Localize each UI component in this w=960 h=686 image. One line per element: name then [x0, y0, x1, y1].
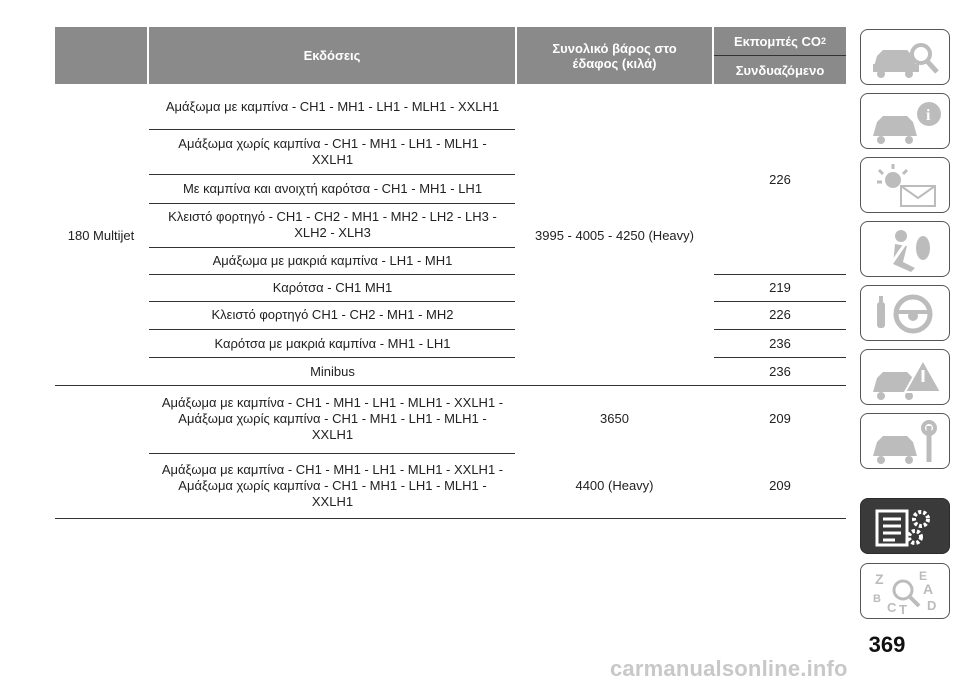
svg-text:E: E [919, 569, 928, 583]
table-row-co2: 209 [769, 411, 791, 426]
car-wrench-icon [867, 418, 945, 466]
alphabetical-index-icon [867, 568, 945, 616]
tab-warning-lights[interactable] [860, 157, 950, 213]
airbag-seat-icon [867, 226, 945, 274]
table-row-co2: 236 [769, 363, 791, 379]
table-row-version: Με καμπίνα και ανοιχτή καρότσα - CH1 - MH1 - LH1 [182, 180, 483, 196]
header-weight-line1: Συνολικό βάρος στο [552, 40, 677, 56]
table-row-version: Κλειστό φορτηγό - CH1 - CH2 - MH1 - MH2 - LH2 - LH3 - XLH2 - XLH3 [168, 209, 497, 240]
merged-co2-value: 226 [769, 172, 791, 187]
header-emissions-label: Εκπομπές CO [733, 33, 822, 49]
table-row-version: Minibus [310, 363, 355, 379]
header-emissions-subscript: 2 [821, 35, 827, 46]
svg-text:B: B [873, 593, 881, 605]
svg-text:T: T [899, 602, 907, 616]
specs-gear-icon [867, 503, 945, 551]
table-row-version: Αμάξωμα με καμπίνα - CH1 - MH1 - LH1 - MLH1 - XXLH1 - Αμάξωμα χωρίς καμπίνα - CH1 - MH1 - LH1 - MLH1 - XXLH1 [161, 395, 504, 442]
table-row-version: Καρότσα - CH1 MH1 [272, 280, 393, 295]
table-row-co2: 219 [769, 280, 791, 295]
tab-specs[interactable] [860, 498, 950, 554]
header-versions-label: Εκδόσεις [303, 48, 361, 63]
header-versions [149, 27, 515, 84]
table-row-version: Αμάξωμα χωρίς καμπίνα - CH1 - MH1 - LH1 - MLH1 - XXLH1 [178, 135, 487, 167]
tab-car-search[interactable] [860, 29, 950, 85]
svg-text:i: i [926, 107, 931, 124]
car-search-icon [867, 34, 945, 82]
table-row-weight: 3650 [600, 411, 629, 426]
row-divider [149, 453, 515, 454]
header-weight [517, 27, 712, 84]
table-row-version: Αμάξωμα με καμπίνα - CH1 - MH1 - LH1 - MLH1 - XXLH1 - Αμάξωμα χωρίς καμπίνα - CH1 - MH1 - LH1 - MLH1 - XXLH1 [161, 462, 504, 509]
header-emissions-combined: Συνδυαζόμενο [735, 62, 825, 78]
tab-airbag-seat[interactable] [860, 221, 950, 277]
table-row-co2: 226 [769, 307, 791, 322]
engine-name: 180 Multijet [67, 227, 135, 243]
tab-steering-wheel[interactable] [860, 285, 950, 341]
table-row-version: Αμάξωμα με μακριά καμπίνα - LH1 - MH1 [212, 253, 453, 268]
svg-text:D: D [927, 598, 937, 613]
svg-text:Z: Z [875, 571, 884, 587]
steering-wheel-icon [867, 290, 945, 338]
tab-car-warning[interactable] [860, 349, 950, 405]
warning-lights-icon [867, 162, 945, 210]
table-row-version: Αμάξωμα με καμπίνα - CH1 - MH1 - LH1 - MLH1 - XXLH1 [165, 99, 500, 114]
svg-text:A: A [923, 581, 934, 597]
tab-car-wrench[interactable] [860, 413, 950, 469]
table-row-weight: 4400 (Heavy) [575, 478, 654, 493]
table-row-version: Κλειστό φορτηγό CH1 - CH2 - MH1 - MH2 [211, 307, 454, 322]
page-number: 369 [868, 632, 906, 657]
tab-index[interactable] [860, 563, 950, 619]
merged-weight-value: 3995 - 4005 - 4250 (Heavy) [535, 228, 694, 243]
header-spacer [55, 27, 147, 84]
footer-watermark: carmanualsonline.info [610, 656, 848, 681]
tab-car-info[interactable] [860, 93, 950, 149]
header-emissions [714, 27, 846, 84]
table-row-version: Καρότσα με μακριά καμπίνα - MH1 - LH1 [214, 335, 451, 351]
table-bottom-border [55, 518, 846, 519]
section-divider [55, 385, 846, 386]
svg-text:C: C [887, 600, 897, 615]
header-weight-line2: έδαφος (κιλά) [572, 55, 657, 71]
car-info-icon [867, 98, 945, 146]
car-warning-icon [867, 354, 945, 402]
table-row-co2: 209 [769, 478, 791, 493]
table-row-co2: 236 [769, 335, 791, 351]
